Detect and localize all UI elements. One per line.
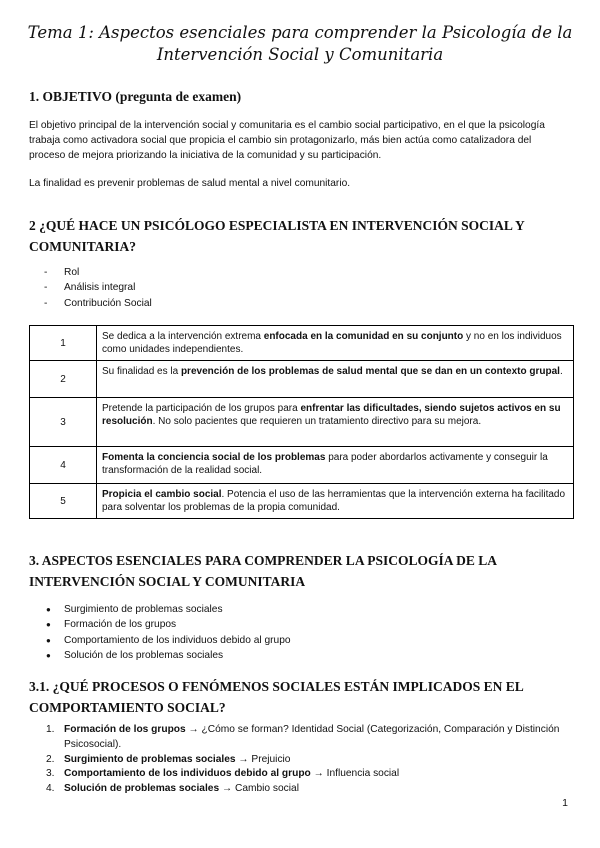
list-item: ● Surgimiento de problemas sociales [46,602,291,617]
section-2-dash-list [44,265,152,311]
section-3-1-numbered-list [46,723,566,797]
row-text: Propicia el cambio social. Potencia el uso de las herramientas que la intervención externa ha facilitado para solventar los problemas de la propia comunidad. [97,484,574,519]
section-3-heading-line-1: 3. ASPECTOS ESENCIALES PARA COMPRENDER LA PSICOLOGÍA DE LA [29,553,497,568]
section-3-1-heading-line-2: COMPORTAMIENTO SOCIAL? [29,700,226,715]
table-row [30,326,574,361]
row-number: 4 [30,447,97,484]
row-text: Su finalidad es la prevención de los problemas de salud mental que se dan en un contexto grupal. [97,361,574,398]
table-row [30,484,574,519]
section-3-heading [29,550,574,592]
title-line-2: Intervención Social y Comunitaria [156,45,444,64]
section-3-bullet-list [46,602,291,664]
list-item: ● Solución de los problemas sociales [46,648,291,663]
list-item: 3. Comportamiento de los individuos debido al grupo → Influencia social [46,768,400,780]
row-text: Fomenta la conciencia social de los problemas para poder abordarlos activamente y conseguir la transformación de la realidad social. [97,447,574,484]
list-item: ● Formación de los grupos [46,617,291,632]
section-2-heading [29,215,574,257]
section-3-heading-line-2: INTERVENCIÓN SOCIAL Y COMUNITARIA [29,574,306,589]
table-row [30,447,574,484]
list-item: ● Comportamiento de los individuos debido al grupo [46,633,291,648]
row-number: 2 [30,361,97,398]
section-1-paragraph-1: El objetivo principal de la intervención social y comunitaria es el cambio social participativo, en el que la psicología trabaja como activadora social que propicia el cambio sin protagonizarlo, más bien actúa como catalizadora del proceso de mejora priorizando la iniciativa de la comunidad y su participación. [29,120,545,162]
list-item: - Análisis integral [44,282,136,294]
list-item: 2. Surgimiento de problemas sociales → Prejuicio [46,753,291,765]
title-line-1: Tema 1: Aspectos esenciales para comprender la Psicología de la [27,23,573,42]
row-text: Se dedica a la intervención extrema enfocada en la comunidad en su conjunto y no en los individuos como unidades independientes. [97,326,574,361]
section-3-1-heading [29,676,574,718]
list-item: - Rol [44,267,80,278]
functions-table [29,325,574,519]
table-row [30,361,574,398]
section-1-heading: 1. OBJETIVO (pregunta de examen) [29,89,242,104]
list-item: - Contribución Social [44,297,152,309]
section-1-paragraph-2: La finalidad es prevenir problemas de salud mental a nivel comunitario. [29,178,351,189]
row-number: 3 [30,398,97,447]
list-item: 1. Formación de los grupos → ¿Cómo se forman? Identidad Social (Categorización, Comparación y Distinción Psicosocial). [46,724,560,750]
section-3-1-heading-line-1: 3.1. ¿QUÉ PROCESOS O FENÓMENOS SOCIALES ESTÁN IMPLICADOS EN EL [29,679,524,694]
document-title [20,22,580,66]
section-2-heading-line-2: COMUNITARIA? [29,239,136,254]
row-number: 5 [30,484,97,519]
table-row [30,398,574,447]
list-item: 4. Solución de problemas sociales → Cambio social [46,783,299,795]
page-number: 1 [562,797,568,809]
section-2-heading-line-1: 2 ¿QUÉ HACE UN PSICÓLOGO ESPECIALISTA EN INTERVENCIÓN SOCIAL Y [29,218,525,233]
row-text: Pretende la participación de los grupos para enfrentar las dificultades, siendo sujetos activos en su resolución. No solo pacientes que requieren un tratamiento directivo para su mejora. [97,398,574,447]
row-number: 1 [30,326,97,361]
